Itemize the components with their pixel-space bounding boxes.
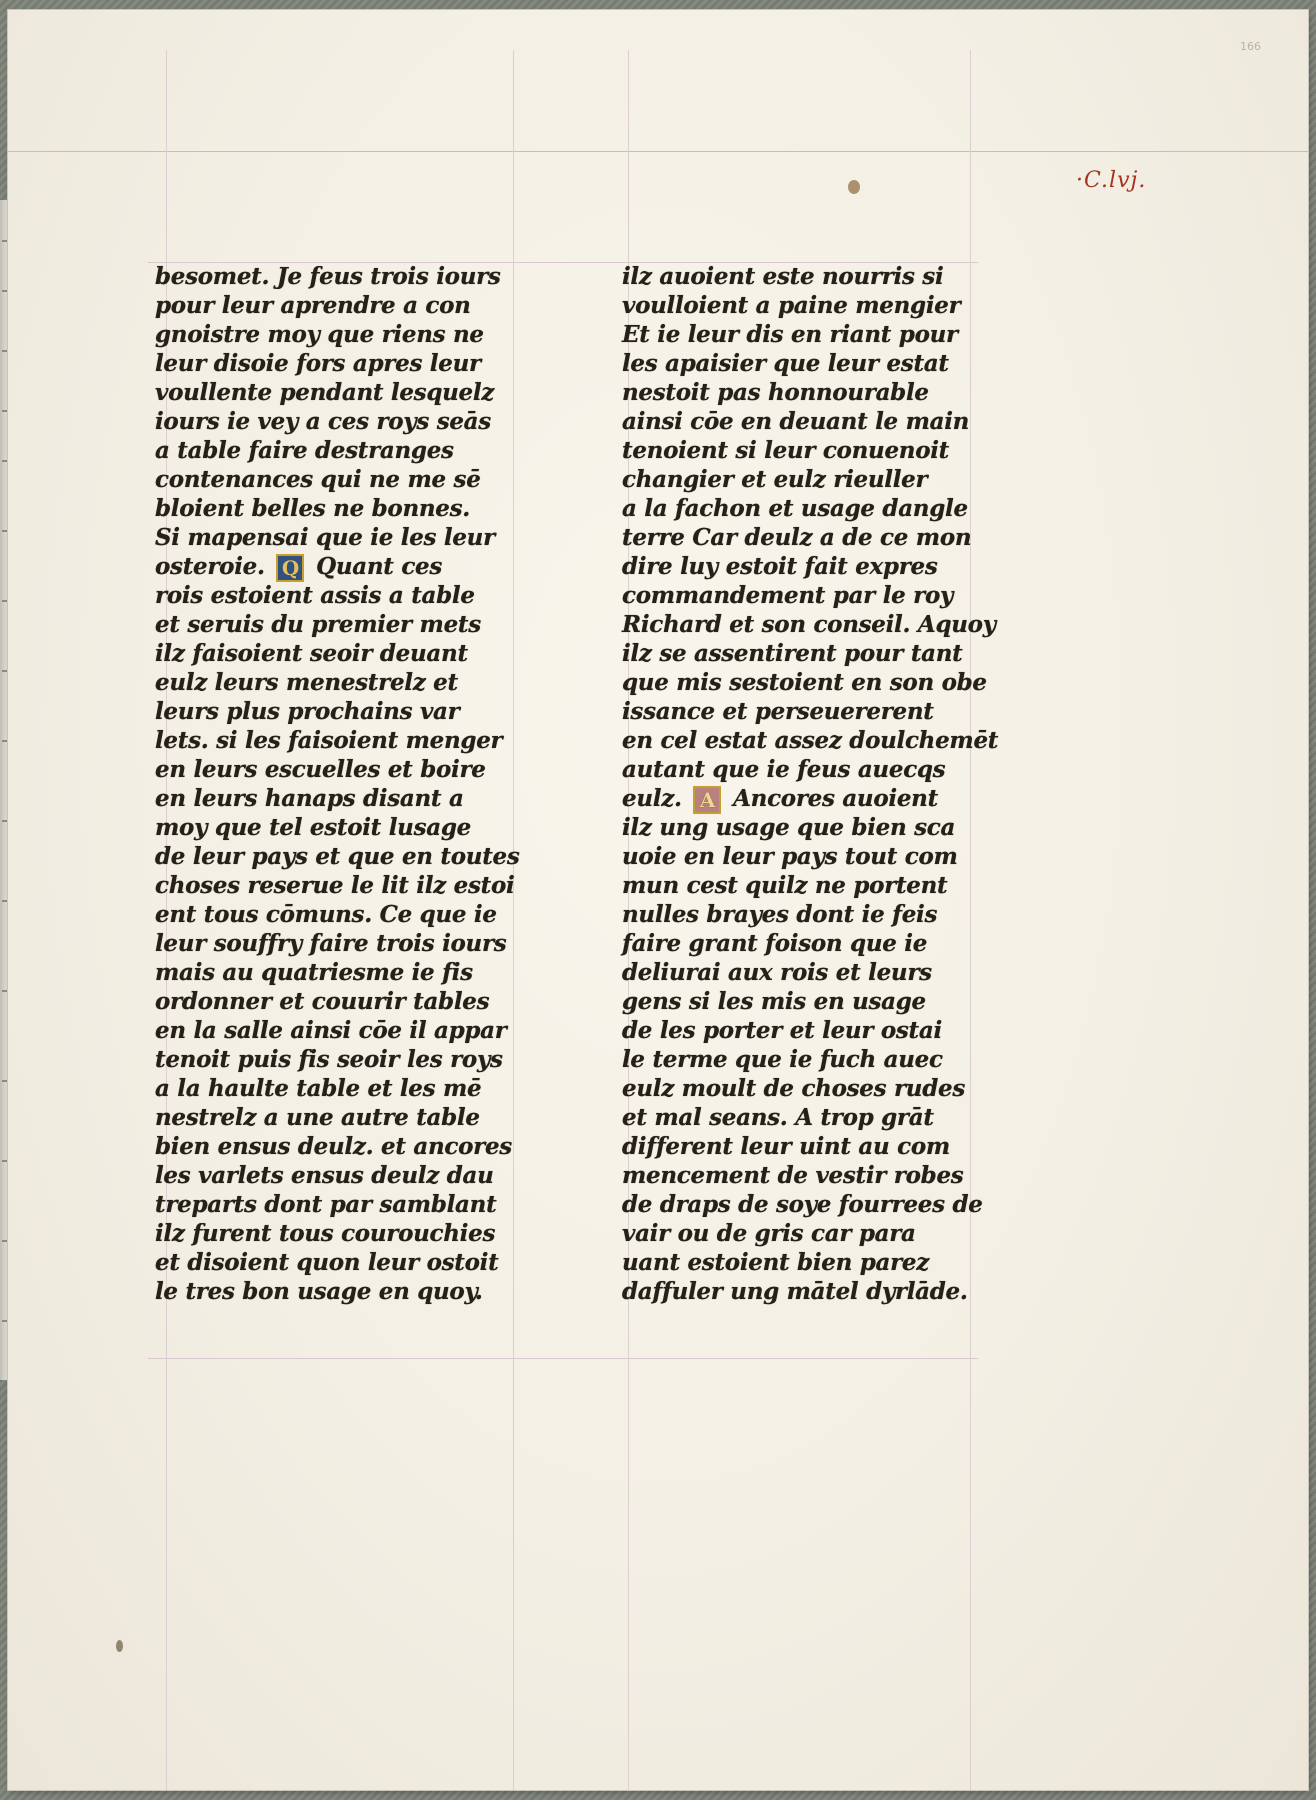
text-line: eulz moult de choses rudes <box>622 1075 965 1102</box>
text-line: gens si les mis en usage <box>622 988 926 1015</box>
text-line: nestoit pas honnourable <box>622 379 929 406</box>
text-line: en cel estat assez doulchemēt <box>622 727 999 754</box>
text-line: mencement de vestir robes <box>622 1162 964 1189</box>
ruling-line-text-bottom <box>148 1358 978 1359</box>
text-line: que mis sestoient en son obe <box>622 669 987 696</box>
text-line: uant estoient bien parez <box>622 1249 930 1276</box>
text-line: en la salle ainsi cōe il appar <box>155 1017 507 1044</box>
text-line: de leur pays et que en toutes <box>155 843 520 870</box>
text-line: nestrelz a une autre table <box>155 1104 480 1131</box>
text-line: leur souffry faire trois iours <box>155 930 507 957</box>
text-segment: Ancores auoient <box>733 785 938 812</box>
text-line: les apaisier que leur estat <box>622 350 949 377</box>
text-line-with-initial <box>155 552 515 581</box>
text-line: le terme que ie fuch auec <box>622 1046 943 1073</box>
text-line: de draps de soye fourrees de <box>622 1191 983 1218</box>
decorated-initial: Q <box>276 554 304 582</box>
text-line: ilz ung usage que bien sca <box>622 814 956 841</box>
text-line: mais au quatriesme ie fis <box>155 959 473 986</box>
text-segment: Quant ces <box>316 553 443 580</box>
text-line: issance et perseuererent <box>622 698 934 725</box>
text-line: ilz faisoient seoir deuant <box>155 640 468 667</box>
text-segment: eulz. <box>622 785 682 812</box>
text-line: faire grant foison que ie <box>622 930 928 957</box>
decorated-initial: A <box>693 786 721 814</box>
text-line: Et ie leur dis en riant pour <box>622 321 958 348</box>
text-line-with-initial <box>622 784 992 813</box>
text-line: bien ensus deulz. et ancores <box>155 1133 512 1160</box>
text-line: iours ie vey a ces roys seās <box>155 408 491 435</box>
text-line: treparts dont par samblant <box>155 1191 497 1218</box>
ink-stain <box>848 180 860 194</box>
text-line: different leur uint au com <box>622 1133 950 1160</box>
text-column-right <box>622 262 999 1306</box>
text-line: mun cest quilz ne portent <box>622 872 948 899</box>
ruling-line-top <box>8 151 1308 152</box>
text-line: gnoistre moy que riens ne <box>155 321 484 348</box>
text-line: contenances qui ne me sē <box>155 466 481 493</box>
text-line: de les porter et leur ostai <box>622 1017 942 1044</box>
text-line: daffuler ung mātel dyrlāde. <box>622 1278 968 1305</box>
running-head: ·C.lvj. <box>1076 168 1147 193</box>
text-line: les varlets ensus deulz dau <box>155 1162 494 1189</box>
text-line: en leurs hanaps disant a <box>155 785 464 812</box>
text-line: rois estoient assis a table <box>155 582 475 609</box>
text-line: bloient belles ne bonnes. <box>155 495 470 522</box>
text-line: tenoient si leur conuenoit <box>622 437 950 464</box>
text-line: choses reserue le lit ilz estoi <box>155 872 515 899</box>
text-segment: osteroie. <box>155 553 265 580</box>
text-line: le tres bon usage en quoy. <box>155 1278 483 1305</box>
text-line: changier et eulz rieuller <box>622 466 928 493</box>
text-line: terre Car deulz a de ce mon <box>622 524 972 551</box>
ink-stain <box>116 1640 123 1652</box>
text-line: et mal seans. A trop grāt <box>622 1104 934 1131</box>
text-line: tenoit puis fis seoir les roys <box>155 1046 503 1073</box>
text-line: ilz furent tous courouchies <box>155 1220 496 1247</box>
text-line: commandement par le roy <box>622 582 954 609</box>
text-line: pour leur aprendre a con <box>155 292 471 319</box>
text-line: a la fachon et usage dangle <box>622 495 968 522</box>
text-line: ordonner et couurir tables <box>155 988 490 1015</box>
text-line: vair ou de gris car para <box>622 1220 916 1247</box>
text-column-left <box>155 262 520 1306</box>
text-line: ainsi cōe en deuant le main <box>622 408 970 435</box>
text-line: et seruis du premier mets <box>155 611 481 638</box>
text-line: a la haulte table et les mē <box>155 1075 482 1102</box>
text-line: ilz se assentirent pour tant <box>622 640 963 667</box>
text-line: a table faire destranges <box>155 437 454 464</box>
text-line: leurs plus prochains var <box>155 698 460 725</box>
text-line: deliurai aux rois et leurs <box>622 959 932 986</box>
text-line: Richard et son conseil. Aquoy <box>622 611 996 638</box>
text-line: en leurs escuelles et boire <box>155 756 486 783</box>
text-line: leur disoie fors apres leur <box>155 350 481 377</box>
text-line: voulloient a paine mengier <box>622 292 961 319</box>
text-line: eulz leurs menestrelz et <box>155 669 458 696</box>
text-line: besomet. Je feus trois iours <box>155 263 501 290</box>
text-line: et disoient quon leur ostoit <box>155 1249 499 1276</box>
text-line: autant que ie feus auecqs <box>622 756 946 783</box>
text-line: Si mapensai que ie les leur <box>155 524 495 551</box>
folio-number: 166 <box>1240 40 1261 53</box>
text-line: moy que tel estoit lusage <box>155 814 471 841</box>
text-line: ent tous cōmuns. Ce que ie <box>155 901 497 928</box>
text-line: lets. si les faisoient menger <box>155 727 503 754</box>
text-line: voullente pendant lesquelz <box>155 379 495 406</box>
text-line: uoie en leur pays tout com <box>622 843 958 870</box>
text-line: dire luy estoit fait expres <box>622 553 938 580</box>
text-line: ilz auoient este nourris si <box>622 263 944 290</box>
text-line: nulles brayes dont ie feis <box>622 901 938 928</box>
